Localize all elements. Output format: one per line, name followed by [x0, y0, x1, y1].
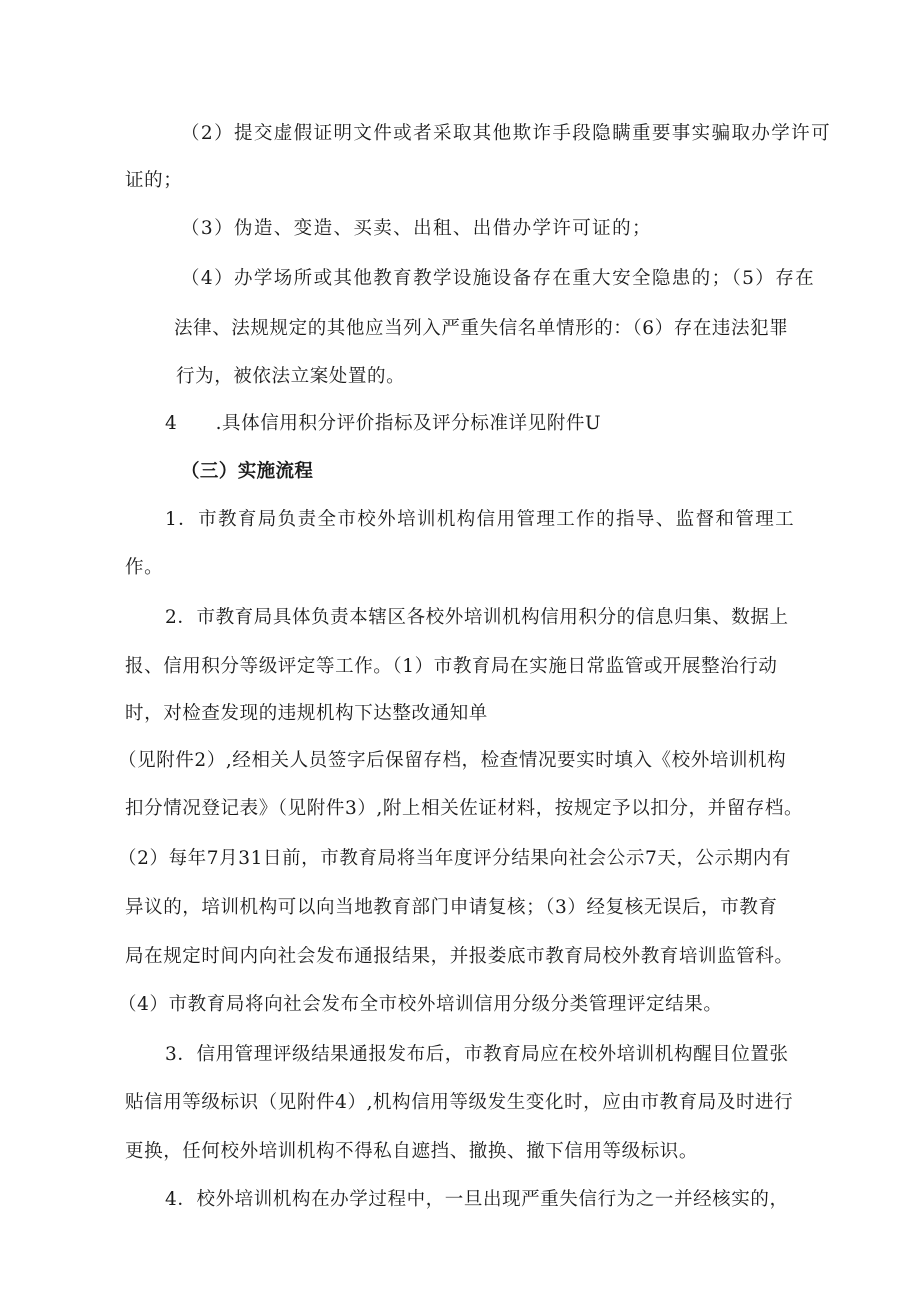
- paragraph-step-2-line-3: 时，对检查发现的违规机构下达整改通知单: [125, 703, 488, 724]
- paragraph-step-3-line-1: 3．信用管理评级结果通报发布后，市教育局应在校外培训机构醒目位置张: [165, 1044, 789, 1065]
- paragraph-item-4-line-1: （4）办学场所或其他教育教学设施设备存在重大安全隐患的；（5）存在: [181, 268, 815, 289]
- paragraph-step-2-line-5: 扣分情况登记表》（见附件3）,附上相关佐证材料，按规定予以扣分，并留存档。: [125, 798, 804, 819]
- paragraph-step-3-line-2: 贴信用等级标识（见附件4）,机构信用等级发生变化时，应由市教育局及时进行: [125, 1092, 794, 1113]
- paragraph-step-1-line-1: 1．市教育局负责全市校外培训机构信用管理工作的指导、监督和管理工: [165, 509, 796, 530]
- paragraph-item-3: （3）伪造、变造、买卖、出租、出借办学许可证的；: [181, 218, 652, 239]
- paragraph-item-2-line-1: （2）提交虚假证明文件或者采取其他欺诈手段隐瞒重要事实骗取办学许可: [181, 123, 831, 144]
- paragraph-item-4-line-3: 行为，被依法立案处置的。: [176, 366, 406, 387]
- paragraph-item-2-line-2: 证的；: [125, 170, 183, 191]
- paragraph-point-4: 4 .具体信用积分评价指标及评分标准详见附件U: [165, 413, 602, 434]
- paragraph-step-2-line-8: 局在规定时间内向社会发布通报结果，并报娄底市教育局校外教育培训监管科。: [125, 946, 794, 967]
- paragraph-item-4-line-2: 法律、法规规定的其他应当列入严重失信名单情形的：（6）存在违法犯罪: [174, 318, 789, 339]
- section-heading: （三）实施流程: [181, 461, 314, 482]
- paragraph-step-2-line-4: （见附件2）,经相关人员签字后保留存档，检查情况要实时填入《校外培训机构: [118, 750, 787, 771]
- paragraph-step-2-line-1: 2．市教育局具体负责本辖区各校外培训机构信用积分的信息归集、数据上: [165, 607, 789, 628]
- paragraph-step-2-line-9: （4）市教育局将向社会发布全市校外培训信用分级分类管理评定结果。: [118, 994, 723, 1015]
- paragraph-step-1-line-2: 作。: [125, 557, 164, 578]
- paragraph-step-2-line-6: （2）每年7月31日前，市教育局将当年度评分结果向社会公示7天，公示期内有: [118, 848, 792, 869]
- paragraph-step-2-line-2: 报、信用积分等级评定等工作。（1）市教育局在实施日常监管或开展整治行动: [125, 656, 778, 677]
- paragraph-step-3-line-3: 更换，任何校外培训机构不得私自遮挡、撤换、撤下信用等级标识。: [125, 1141, 699, 1162]
- paragraph-step-2-line-7: 异议的，培训机构可以向当地教育部门申请复核；（3）经复核无误后，市教育: [125, 897, 778, 918]
- paragraph-step-4-line-1: 4．校外培训机构在办学过程中，一旦出现严重失信行为之一并经核实的，: [165, 1189, 789, 1210]
